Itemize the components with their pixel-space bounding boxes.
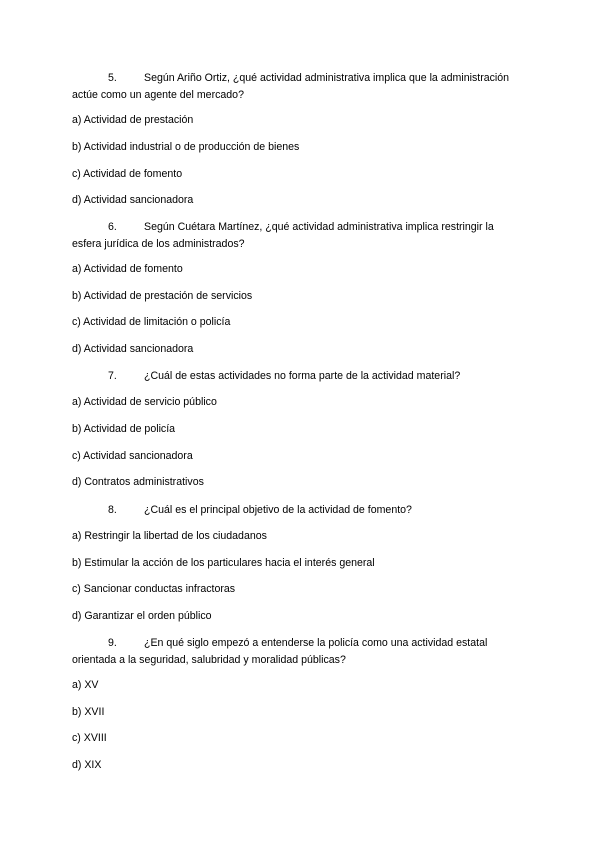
question-text: ¿Cuál de estas actividades no forma parte de la actividad material?: [144, 370, 461, 382]
option-7d: d) Contratos administrativos: [72, 476, 204, 488]
option-5a: a) Actividad de prestación: [72, 114, 194, 126]
question-5: [72, 70, 520, 104]
question-6: [72, 219, 520, 253]
question-number: 5.: [108, 72, 117, 84]
option-6a: a) Actividad de fomento: [72, 263, 183, 275]
option-9b: b) XVII: [72, 706, 105, 718]
question-text: ¿Cuál es el principal objetivo de la actividad de fomento?: [144, 504, 412, 516]
question-7: [72, 368, 520, 385]
option-9c: c) XVIII: [72, 732, 107, 744]
option-6b: b) Actividad de prestación de servicios: [72, 290, 253, 302]
option-8a: a) Restringir la libertad de los ciudadanos: [72, 530, 267, 542]
option-7b: b) Actividad de policía: [72, 423, 176, 435]
option-7c: c) Actividad sancionadora: [72, 450, 193, 462]
option-8b: b) Estimular la acción de los particulares hacia el interés general: [72, 557, 375, 569]
question-number: 8.: [108, 504, 117, 516]
question-number: 6.: [108, 221, 117, 233]
option-7a: a) Actividad de servicio público: [72, 396, 217, 408]
question-text: Según Cuétara Martínez, ¿qué actividad administrativa implica restringir la esfera jurídica de los administrados?: [72, 221, 494, 250]
option-6c: c) Actividad de limitación o policía: [72, 316, 231, 328]
option-9a: a) XV: [72, 679, 99, 691]
question-number: 7.: [108, 370, 117, 382]
option-8d: d) Garantizar el orden público: [72, 610, 212, 622]
question-9: [72, 635, 520, 669]
option-8c: c) Sancionar conductas infractoras: [72, 583, 236, 595]
option-6d: d) Actividad sancionadora: [72, 343, 194, 355]
question-8: [72, 502, 520, 519]
option-5d: d) Actividad sancionadora: [72, 194, 194, 206]
question-text: ¿En qué siglo empezó a entenderse la policía como una actividad estatal orientada a la seguridad, salubridad y moralidad públicas?: [72, 637, 488, 666]
option-5b: b) Actividad industrial o de producción de bienes: [72, 141, 300, 153]
option-9d: d) XIX: [72, 759, 102, 771]
question-number: 9.: [108, 637, 117, 649]
option-5c: c) Actividad de fomento: [72, 168, 183, 180]
question-text: Según Ariño Ortiz, ¿qué actividad administrativa implica que la administración actúe como un agente del mercado?: [72, 72, 510, 101]
